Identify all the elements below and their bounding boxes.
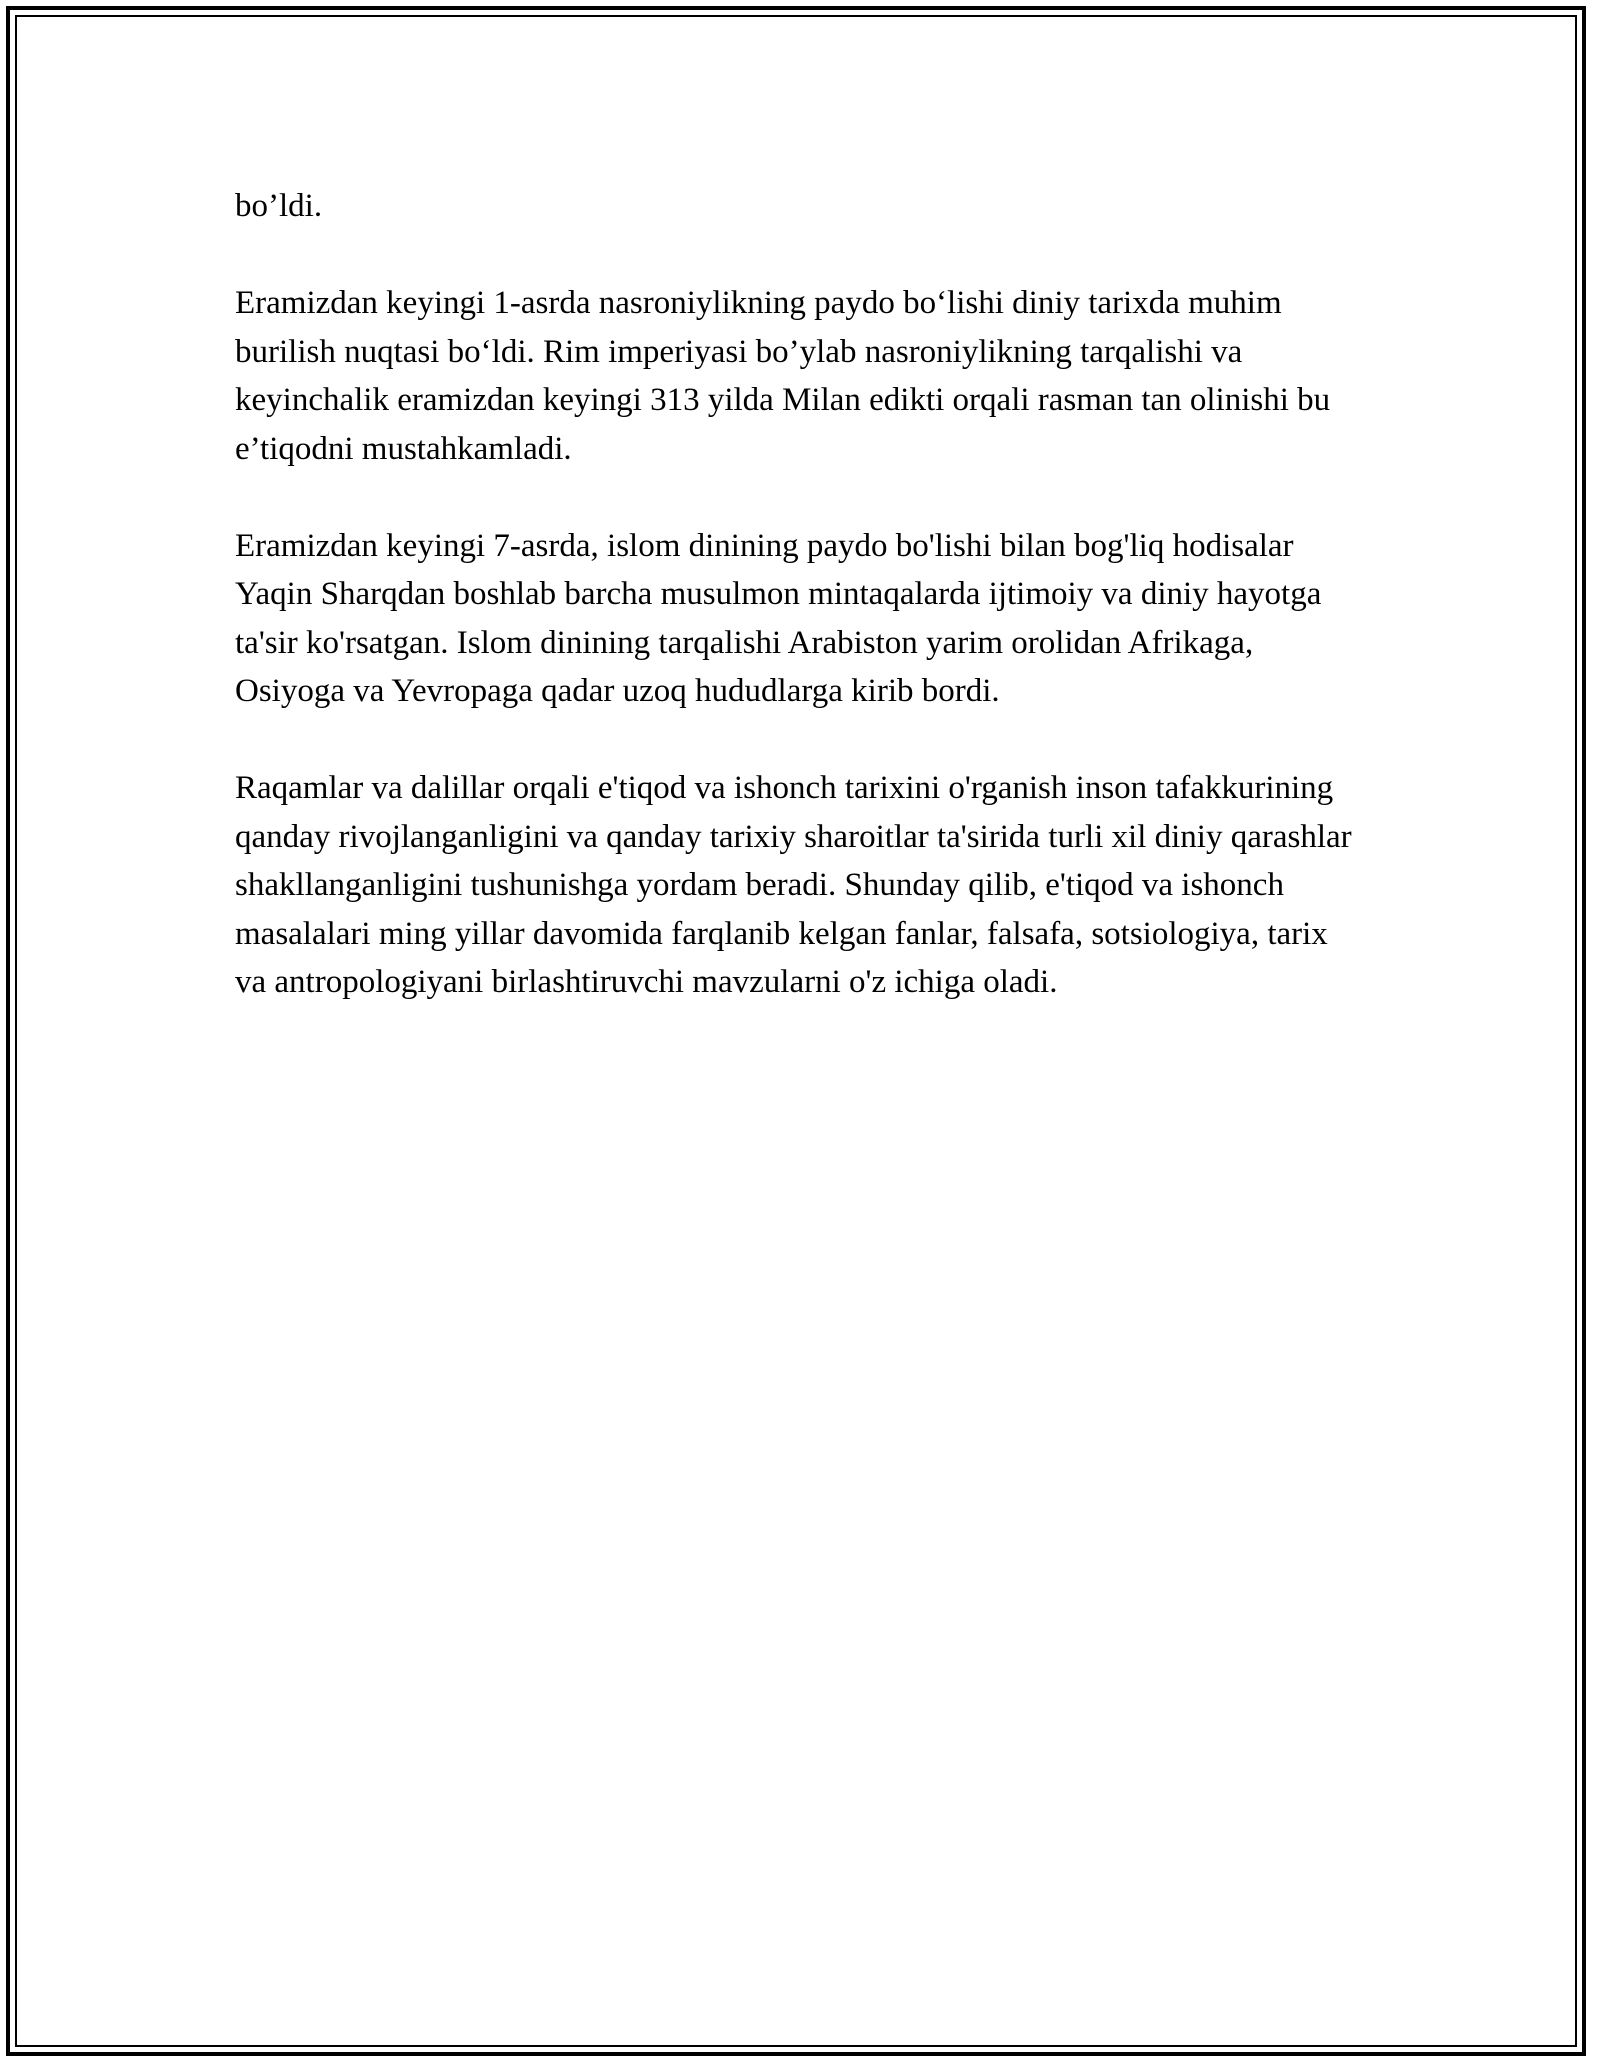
- paragraph-conclusion: Raqamlar va dalillar orqali e'tiqod va ishonch tarixini o'rganish inson tafakkurining qanday rivojlanganligini va qanday tarixiy sharoitlar ta'sirida turli xil diniy qarashlar shakllanganligini tushunishga yordam beradi. Shunday qilib, e'tiqod va ishonch masalalari ming yillar davomida farqlanib kelgan fanlar, falsafa, sotsiologiya, tarix va antropologiyani birlashtiruvchi mavzularni o'z ichiga oladi.: [235, 770, 1352, 1000]
- document-body: [235, 182, 1365, 1007]
- paragraph-islam: Eramizdan keyingi 7-asrda, islom dinining paydo bo'lishi bilan bog'liq hodisalar Yaqin Sharqdan boshlab barcha musulmon mintaqalarda ijtimoiy va diniy hayotga ta'sir ko'rsatgan. Islom dinining tarqalishi Arabiston yarim orolidan Afrikaga, Osiyoga va Yevropaga qadar uzoq hududlarga kirib bordi.: [235, 527, 1322, 709]
- paragraph-christianity: Eramizdan keyingi 1-asrda nasroniylikning paydo bo‘lishi diniy tarixda muhim burilish nuqtasi bo‘ldi. Rim imperiyasi bo’ylab nasroniylikning tarqalishi va keyinchalik eramizdan keyingi 313 yilda Milan edikti orqali rasman tan olinishi bu e’tiqodni mustahkamladi.: [235, 285, 1331, 467]
- paragraph-continuation: bo’ldi.: [235, 188, 323, 224]
